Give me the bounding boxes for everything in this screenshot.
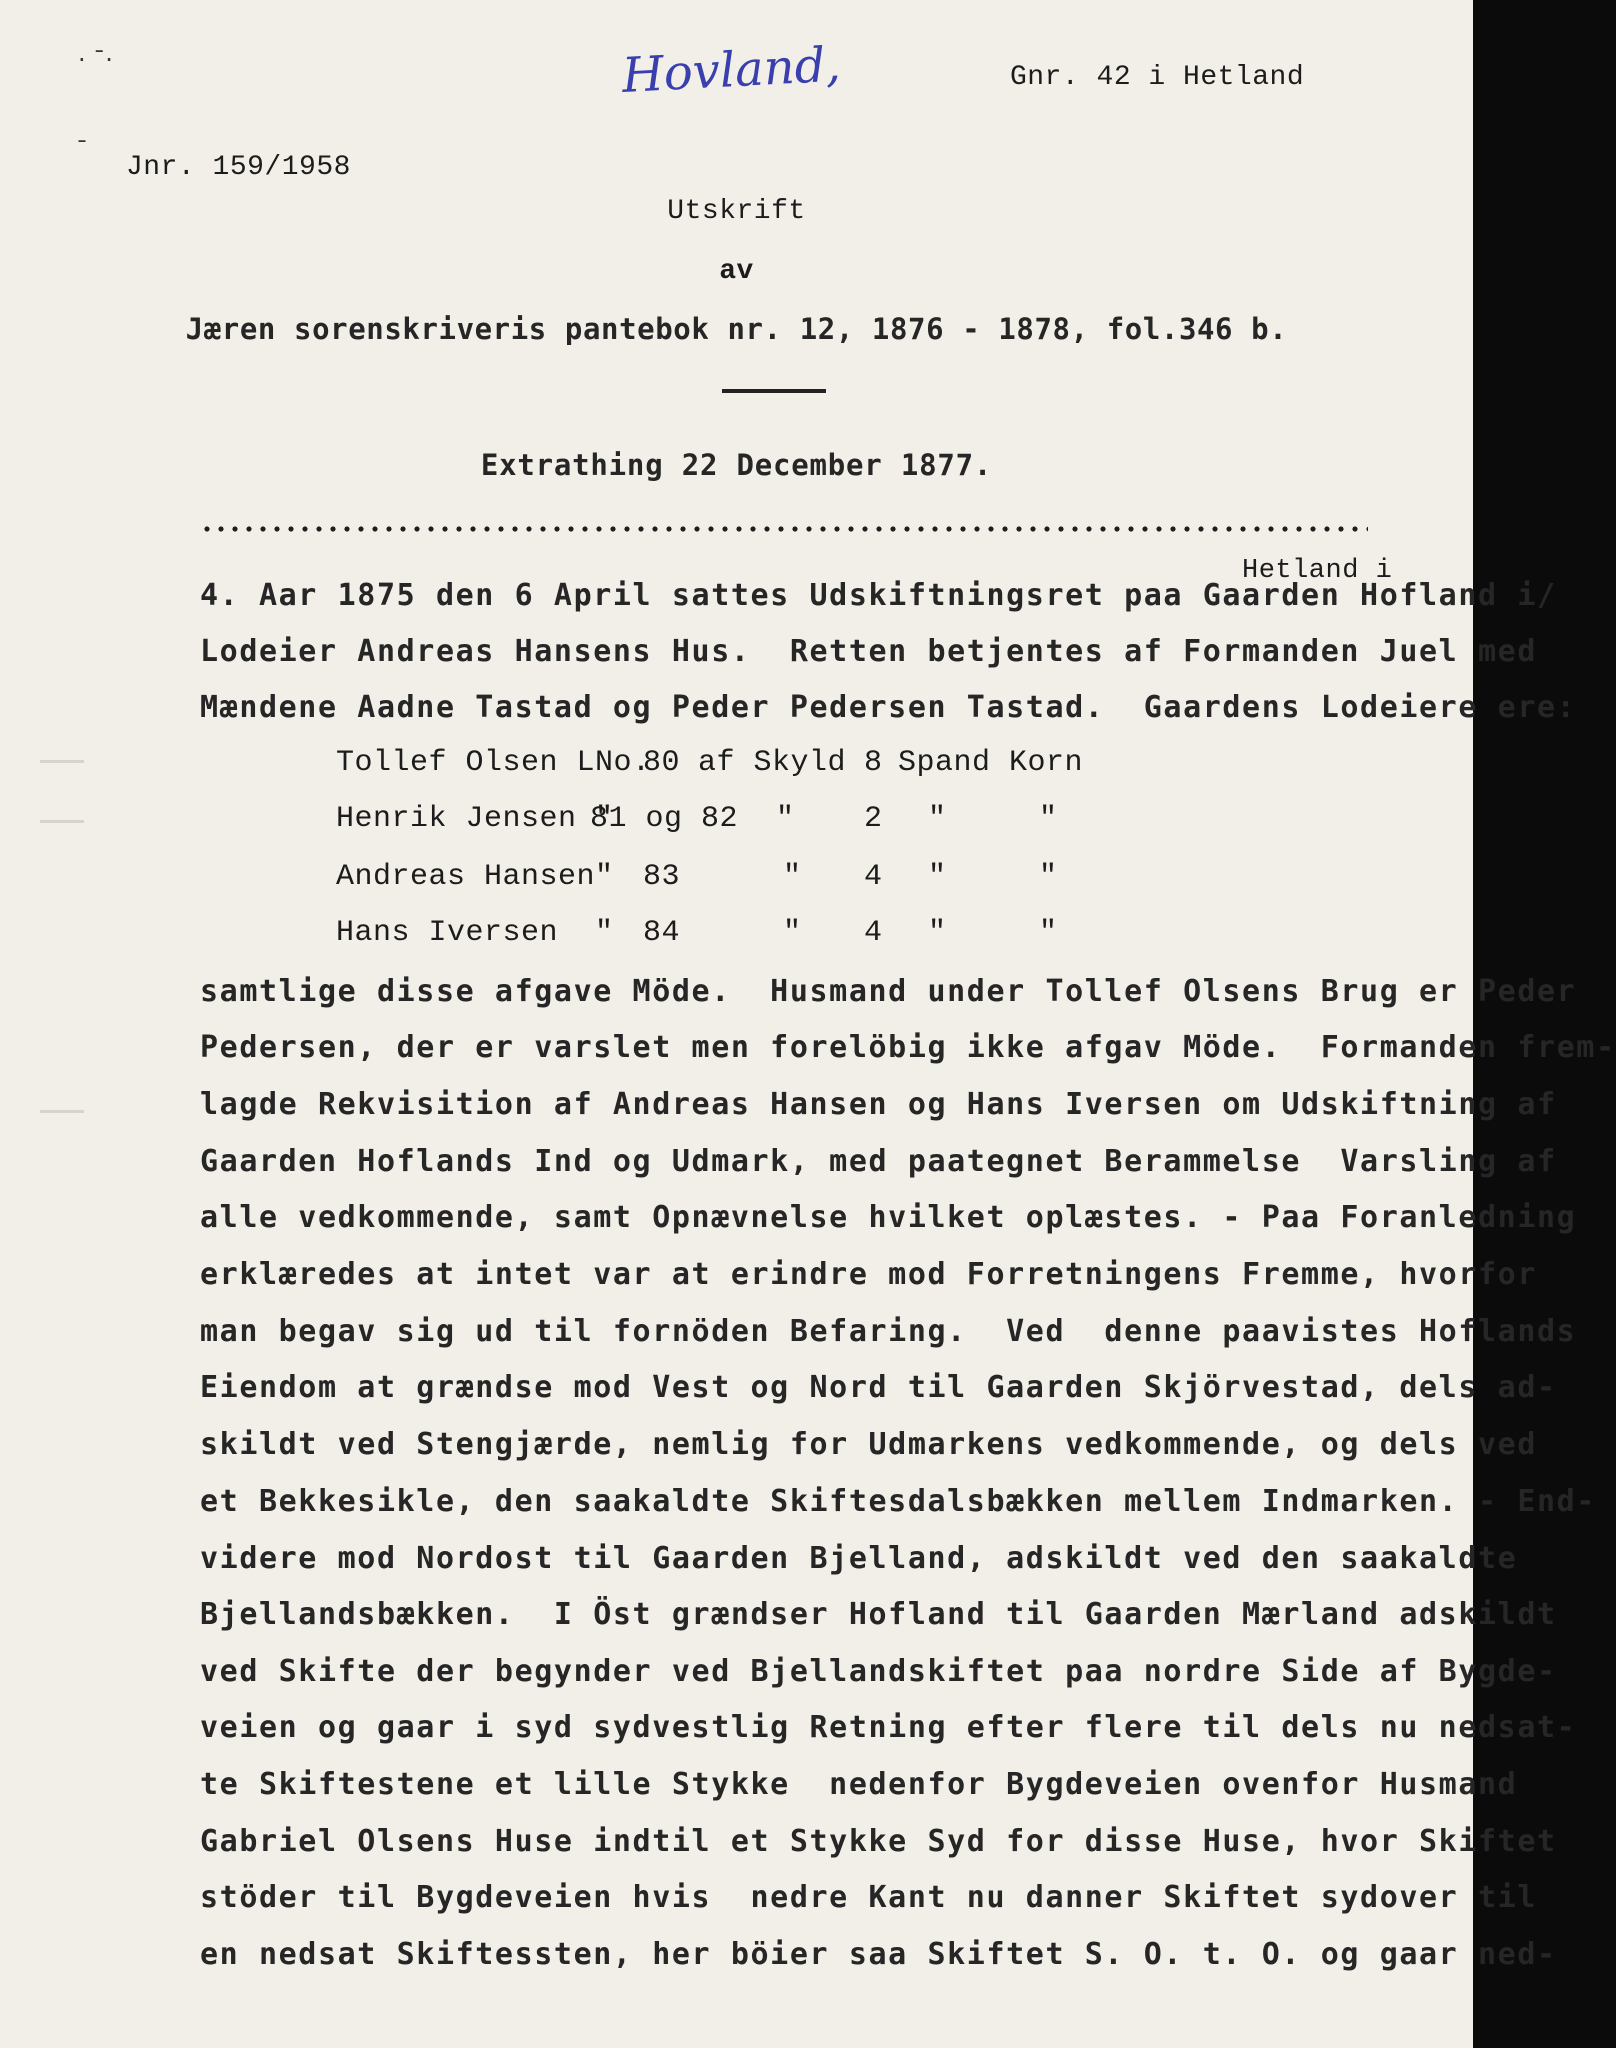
body-line: et Bekkesikle, den saakaldte Skiftesdalsbækken mellem Indmarken. - End-	[200, 1484, 1596, 1519]
owner-name: Hans Iversen "	[336, 916, 614, 950]
journal-number: Jnr. 159/1958	[126, 152, 351, 183]
owner-amount: 8	[864, 746, 883, 780]
corner-mark-left: ˉ	[76, 136, 88, 164]
body-line: Pedersen, der er varslet men forelöbig ikke afgav Möde. Formanden frem-	[200, 1030, 1616, 1065]
owner-name: Andreas Hansen"	[336, 860, 614, 894]
owner-lno: 80	[643, 746, 681, 780]
body-line: skildt ved Stengjærde, nemlig for Udmarkens vedkommende, og dels ved	[200, 1427, 1537, 1462]
owner-unit: " "	[928, 860, 1058, 894]
body-line: te Skiftestene et lille Stykke nedenfor Bygdeveien ovenfor Husmand	[200, 1767, 1518, 1802]
owner-lno: 83	[643, 860, 681, 894]
body-line: videre mod Nordost til Gaarden Bjelland, adskildt ved den saakaldte	[200, 1541, 1518, 1576]
faint-margin-mark-2	[40, 820, 84, 823]
title-source: Jæren sorenskriveris pantebok nr. 12, 1876 - 1878, fol.346 b.	[185, 312, 1288, 346]
body-line: en nedsat Skiftessten, her böier saa Skiftet S. O. t. O. og gaar ned-	[200, 1937, 1557, 1972]
body-line: Lodeier Andreas Hansens Hus. Retten betjentes af Formanden Juel med	[200, 634, 1537, 669]
title-divider	[722, 389, 826, 393]
body-line: 4. Aar 1875 den 6 April sattes Udskiftningsret paa Gaarden Hofland i/	[200, 578, 1557, 613]
owner-amount: 4	[864, 860, 883, 894]
body-line: samtlige disse afgave Möde. Husmand under Tollef Olsens Brug er Peder	[200, 974, 1577, 1009]
owner-lno: 84	[643, 916, 681, 950]
body-line: stöder til Bygdeveien hvis nedre Kant nu danner Skiftet sydover til	[200, 1880, 1537, 1915]
body-line: Gaarden Hoflands Ind og Udmark, med paategnet Berammelse Varsling af	[200, 1144, 1557, 1179]
body-line: veien og gaar i syd sydvestlig Retning efter flere til dels nu nedsat-	[200, 1710, 1577, 1745]
margin-insert: Hetland i	[1242, 556, 1393, 586]
owner-skyld: "	[783, 916, 802, 950]
owner-name: Henrik Jensen "	[336, 802, 614, 836]
body-line: alle vedkommende, samt Opnævnelse hvilket oplæstes. - Paa Foranledning	[200, 1200, 1577, 1235]
body-line: man begav sig ud til fornöden Befaring. Ved denne paavistes Hoflands	[200, 1314, 1577, 1349]
body-line: Gabriel Olsens Huse indtil et Stykke Syd for disse Huse, hvor Skiftet	[200, 1824, 1557, 1859]
corner-mark-top: · ˉ·	[78, 46, 113, 74]
owner-skyld: "	[776, 802, 795, 836]
title-av: av	[719, 256, 754, 287]
owner-unit: " "	[928, 916, 1058, 950]
handwritten-note: Hovland,	[620, 36, 842, 104]
body-line: lagde Rekvisition af Andreas Hansen og Hans Iversen om Udskiftning af	[200, 1087, 1557, 1122]
body-line: ved Skifte der begynder ved Bjellandskiftet paa nordre Side af Bygde-	[200, 1654, 1557, 1689]
body-line: Eiendom at grændse mod Vest og Nord til Gaarden Skjörvestad, dels ad-	[200, 1370, 1557, 1405]
owner-skyld: "	[783, 860, 802, 894]
body-line: Bjellandsbækken. I Öst grændser Hofland til Gaarden Mærland adskildt	[200, 1597, 1557, 1632]
owner-name: Tollef Olsen LNo.	[336, 746, 651, 780]
owner-skyld: af Skyld	[698, 746, 847, 780]
owner-unit: " "	[928, 802, 1058, 836]
owner-amount: 4	[864, 916, 883, 950]
body-line: erklæredes at intet var at erindre mod Forretningens Fremme, hvorfor	[200, 1257, 1537, 1292]
faint-margin-mark-1	[40, 760, 84, 763]
dotted-separator	[200, 526, 1368, 532]
title-utskrift: Utskrift	[667, 196, 806, 227]
faint-margin-mark-3	[40, 1110, 84, 1113]
owner-lno: 81 og 82	[590, 802, 739, 836]
owner-unit: Spand Korn	[898, 746, 1084, 780]
body-line: Mændene Aadne Tastad og Peder Pedersen Tastad. Gaardens Lodeiere ere:	[200, 690, 1577, 725]
owner-amount: 2	[864, 802, 883, 836]
property-reference: Gnr. 42 i Hetland	[1010, 62, 1305, 93]
session-heading: Extrathing 22 December 1877.	[480, 448, 993, 482]
